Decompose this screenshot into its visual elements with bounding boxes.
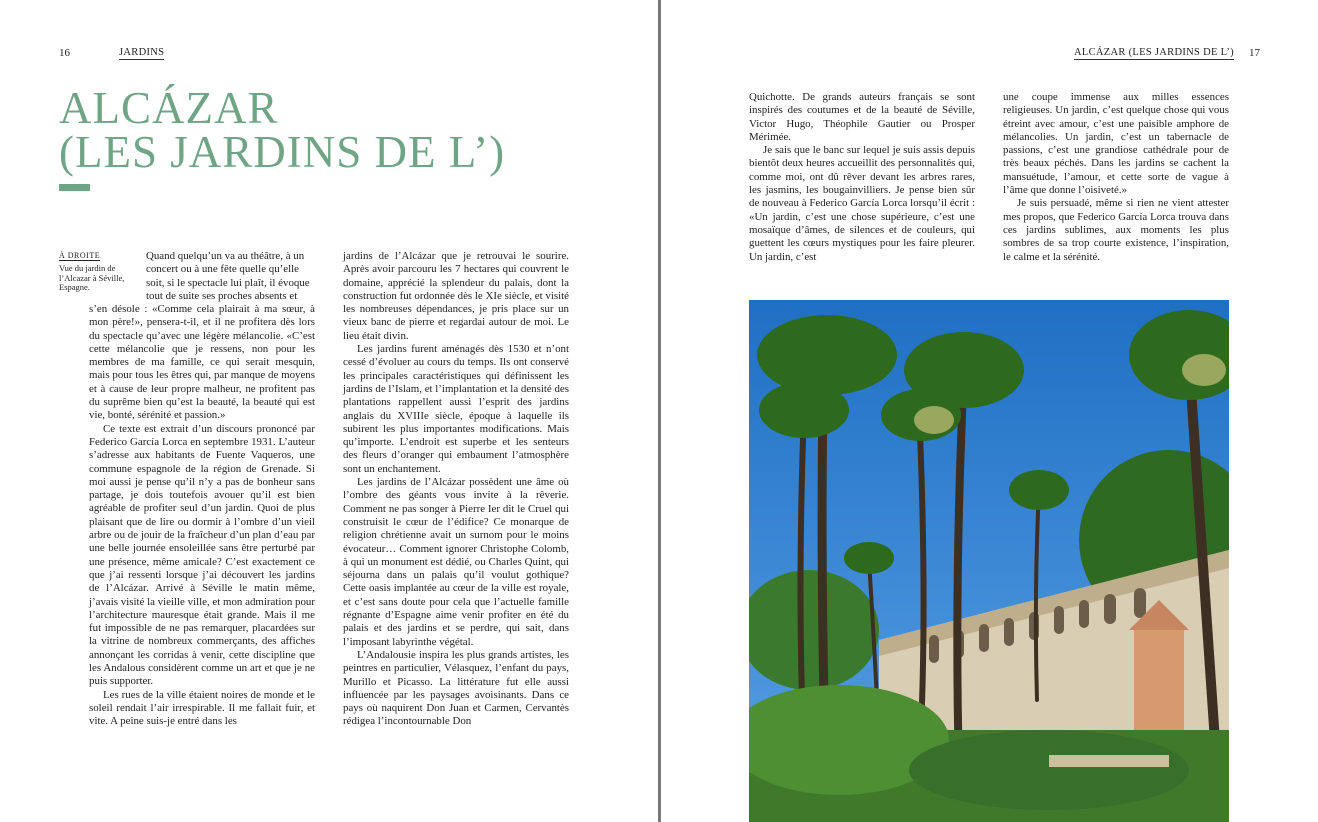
paragraph: une coupe immense aux milles essences religieuses. Un jardin, c’est quelque chose qui vous étreint avec amour, c’est une paisible amphore de mélancolies. Un jardin, c’est un tabernacle de passions, c’est une grandiose cathédrale pour de très beaux péchés. Dans les jardins se cachent la mansuétude, l’amour, et cette sorte de vague à l’âme que donne l’oisiveté.» xyxy=(1003,91,1229,197)
running-head-left: JARDINS xyxy=(119,47,165,58)
right-col-2 xyxy=(1003,91,1229,264)
title-accent-rule xyxy=(59,184,90,191)
garden-path xyxy=(1049,755,1169,767)
left-page xyxy=(0,0,658,822)
text-line: Quand quelqu’un va au théâtre, à un xyxy=(146,250,305,262)
caption-text: Vue du jardin de l’Alcazar à Séville, Espagne. xyxy=(59,263,125,292)
pavilion xyxy=(1134,630,1184,740)
page-number-right: 17 xyxy=(1249,47,1260,59)
left-col-1-top xyxy=(146,250,315,303)
left-col-1 xyxy=(89,303,315,729)
right-col-1 xyxy=(749,91,975,264)
paragraph: Je suis persuadé, même si rien ne vient attester mes propos, que Federico García Lorca trouva dans ces jardins sublimes, aux moments les plus sombres de sa trop courte existence, l’inspiration, le calme et la sérénité. xyxy=(1003,197,1229,263)
caption-label: À DROITE xyxy=(59,251,101,260)
right-page xyxy=(661,0,1318,822)
running-head-right: ALCÁZAR (LES JARDINS DE L’) xyxy=(1074,47,1234,58)
chapter-title xyxy=(59,83,506,177)
paragraph: Les rues de la ville étaient noires de monde et le soleil rendait l’air irrespirable. Il me fallait fuir, et vite. A peine suis-je entré dans les xyxy=(89,688,315,728)
paragraph: Quichotte. De grands auteurs français se sont inspirés des coutumes et de la beauté de Séville, Victor Hugo, Théophile Gautier ou Prosper Mérimée. xyxy=(749,91,975,143)
paragraph: Les jardins furent aménagés dès 1530 et n’ont cessé d’évoluer au cours du temps. Ils ont conservé les principales caractéristiques qui définissent les jardins de l’Islam, et l’implantation et la densité des plantations rappellent aussi l’esprit des jardins anglais du XVIIIe siècle, époque à laquelle ils subirent les plus importantes modifications. Mais qu’importe. L’endroit est superbe et les senteurs des fleurs d’oranger qui embaument l’atmosphère sont un enchantement. xyxy=(343,343,569,475)
text-line: soit, si le spectacle lui plaît, il évoque xyxy=(146,276,310,289)
paragraph: L’Andalousie inspira les plus grands artistes, les peintres en particulier, Vélasquez, l’enfant du pays, Murillo et Picasso. La littérature fut elle aussi influencée par les paysages avoisinants. Dans ce pays où naquirent Don Juan et Carmen, Cervantès rédigea l’incontournable Don xyxy=(343,648,569,728)
paragraph: Je sais que le banc sur lequel je suis assis depuis bientôt deux heures accueillit des personnalités qui, comme moi, ont dû rêver devant les arbres rares, les jasmins, les bougainvilliers. Je pense bien sûr de nouveau à Federico García Lorca lorsqu’il écrit : «Un jardin, c’est une chose supérieure, c’est une mosaïque d’âmes, de silences et de couleurs, qui guettent les cœurs mystiques pour les faire pleurer. Un jardin, c’est xyxy=(749,144,975,263)
chapter-title-line-1: ALCÁZAR xyxy=(59,83,279,133)
paragraph: jardins de l’Alcázar que je retrouvai le sourire. Après avoir parcouru les 7 hectares qui couvrent le domaine, apprécié la splendeur du palais, dont la construction fut ordonnée dès le XIe siècle, et visité les nombreuses dépendances, je pris place sur un vieux banc de pierre et regardai autour de moi. Le lieu était divin. xyxy=(343,250,569,342)
chapter-title-line-2: (LES JARDINS DE L’) xyxy=(59,127,506,177)
paragraph: Les jardins de l’Alcázar possèdent une âme où l’ombre des géants vous invite à la rêverie. Comment ne pas songer à Pierre Ier dit le Cruel qui construisit le cœur de l’édifice? Ce monarque de religion chrétienne avait un surnom pour le moins évocateur… Comment ignorer Christophe Colomb, à qui un monument est dédié, ou Charles Quint, qui séjourna dans un palais qu’il voulut gothique? Cette oasis implantée au cœur de la ville est royale, et c’est sans doute pour cela que l’actuelle famille régnante d’Espagne aime venir profiter en été du palais et des jardins et se perdre, qui sait, dans l’imposant labyrinthe végétal. xyxy=(343,476,569,648)
shrub xyxy=(909,730,1189,810)
text-line: tout de suite ses proches absents et xyxy=(146,289,298,302)
garden-photo-illustration xyxy=(749,300,1229,822)
paragraph: s’en désole : «Comme cela plairait à ma sœur, à mon père!», pensera-t-il, et il ne profitera dès lors du spectacle qu’avec une légère mélancolie. «C’est cette mélancolie que je ressens, non pour les membres de ma famille, ce qui serait mesquin, mais pour tous les êtres qui, par manque de moyens et à cause de leur propre malheur, ne profitent pas du suprême bien qu’est la beauté, la beauté qui est vie, bonté, sérénité et passion.» xyxy=(89,303,315,422)
text-line: concert ou à une fête quelle qu’elle xyxy=(146,263,299,276)
paragraph: Ce texte est extrait d’un discours prononcé par Federico García Lorca en septembre 1931. L’auteur s’adresse aux habitants de Fuente Vaqueros, une commune espagnole de la région de Grenade. Si moi aussi je pense qu’il n’y a pas de bonheur sans partage, je dois toutefois avouer qu’il est bien agréable de profiter seul d’un jardin. Quoi de plus plaisant que de lire ou dormir à l’ombre d’un vieil arbre ou de jouir de la fraîcheur d’un plan d’eau par une belle journée ensoleillée sans être perturbé par une présence, même amicale? C’est exactement ce que j’ai ressenti lorsque j’ai découvert les jardins de l’Alcázar. Arrivé à Séville le matin même, j’avais visité la vieille ville, et mon admiration pour l’architecture mauresque était grande. Mais il me fut impossible de ne pas remarquer, placardées sur la vitrine de nombreux commerçants, des affiches annonçant les corridas à venir, cette discipline que les Andalous considèrent comme un art et que je ne puis supporter. xyxy=(89,422,315,688)
page-number-left: 16 xyxy=(59,47,70,59)
garden-photo xyxy=(749,300,1229,822)
left-col-2 xyxy=(343,250,569,729)
